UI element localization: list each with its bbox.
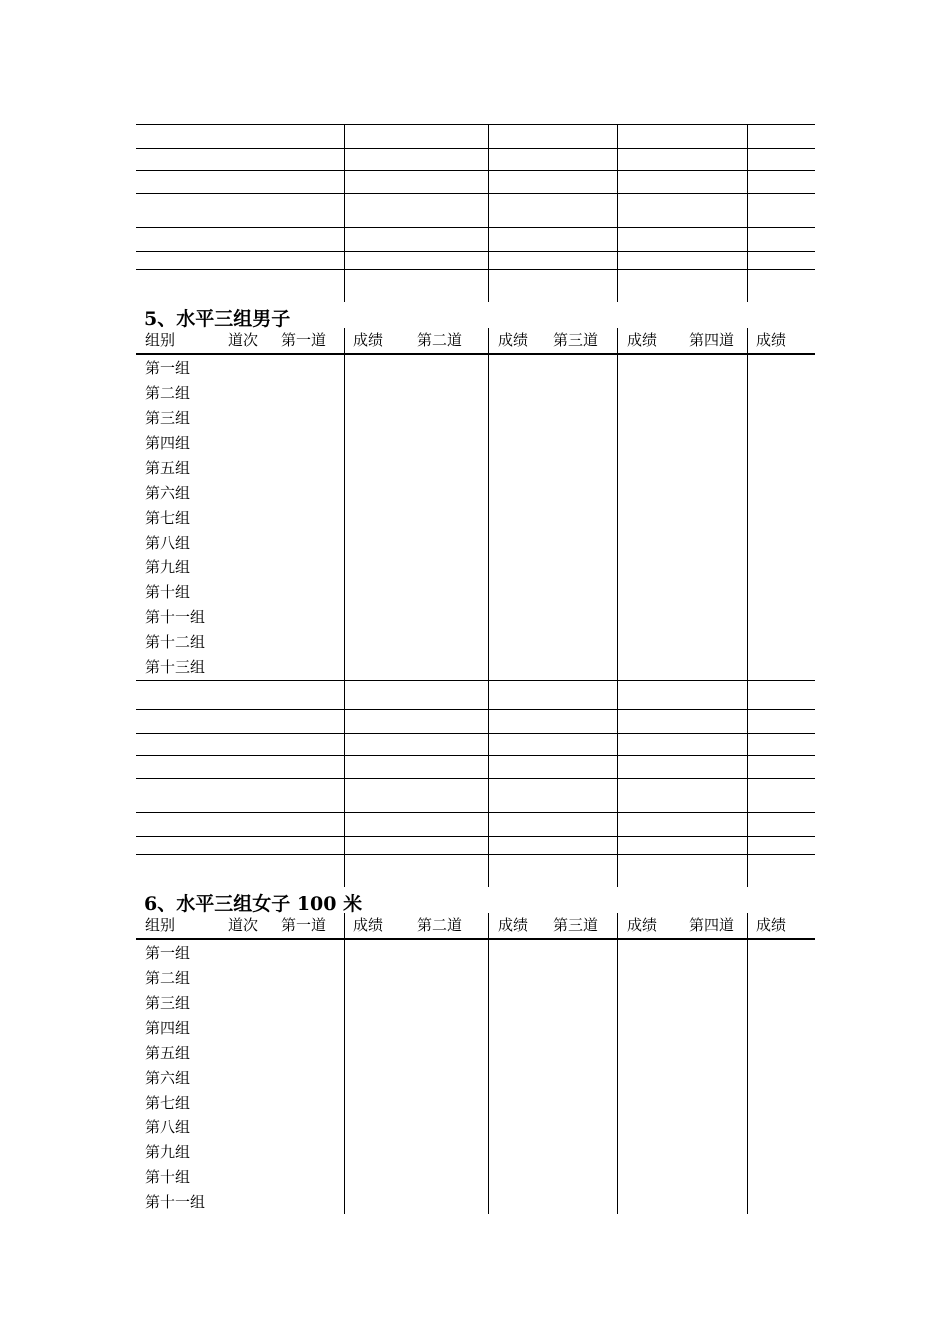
header-cell: 道次 bbox=[228, 331, 259, 349]
section-title: 6、水平三组女子 100 米 bbox=[144, 893, 363, 915]
group-label: 第一组 bbox=[145, 359, 191, 377]
table-rule bbox=[136, 251, 815, 252]
header-cell: 成绩 bbox=[498, 331, 529, 349]
group-label: 第十二组 bbox=[145, 633, 206, 651]
group-label: 第三组 bbox=[145, 994, 191, 1012]
column-rule bbox=[344, 328, 345, 887]
group-label: 第五组 bbox=[145, 459, 191, 477]
header-cell: 第四道 bbox=[689, 331, 735, 349]
table-rule bbox=[136, 778, 815, 779]
table-rule bbox=[136, 269, 815, 270]
column-rule bbox=[488, 328, 489, 887]
header-cell: 第一道 bbox=[281, 916, 327, 934]
header-cell: 第一道 bbox=[281, 331, 327, 349]
group-label: 第十一组 bbox=[145, 1193, 206, 1211]
group-label: 第八组 bbox=[145, 534, 191, 552]
section-title: 5、水平三组男子 bbox=[144, 308, 291, 330]
header-cell: 组别 bbox=[145, 916, 176, 934]
group-label: 第九组 bbox=[145, 1143, 191, 1161]
group-label: 第四组 bbox=[145, 434, 191, 452]
group-label: 第六组 bbox=[145, 484, 191, 502]
column-rule bbox=[488, 124, 489, 302]
column-rule bbox=[617, 124, 618, 302]
header-cell: 道次 bbox=[228, 916, 259, 934]
group-label: 第三组 bbox=[145, 409, 191, 427]
group-label: 第八组 bbox=[145, 1118, 191, 1136]
column-rule bbox=[344, 913, 345, 1214]
column-rule bbox=[344, 124, 345, 302]
group-label: 第十组 bbox=[145, 1168, 191, 1186]
group-label: 第九组 bbox=[145, 558, 191, 576]
group-label: 第七组 bbox=[145, 509, 191, 527]
column-rule bbox=[488, 913, 489, 1214]
header-rule bbox=[136, 353, 815, 355]
header-cell: 第三道 bbox=[553, 916, 599, 934]
header-cell: 成绩 bbox=[756, 916, 787, 934]
column-rule bbox=[747, 913, 748, 1214]
header-cell: 组别 bbox=[145, 331, 176, 349]
table-rule bbox=[136, 193, 815, 194]
header-cell: 第二道 bbox=[417, 331, 463, 349]
header-cell: 第四道 bbox=[689, 916, 735, 934]
column-rule bbox=[617, 913, 618, 1214]
table-rule bbox=[136, 854, 815, 855]
table-rule bbox=[136, 836, 815, 837]
column-rule bbox=[617, 328, 618, 887]
group-label: 第二组 bbox=[145, 969, 191, 987]
table-rule bbox=[136, 709, 815, 710]
group-label: 第四组 bbox=[145, 1019, 191, 1037]
header-cell: 成绩 bbox=[627, 916, 658, 934]
group-label: 第二组 bbox=[145, 384, 191, 402]
header-cell: 第二道 bbox=[417, 916, 463, 934]
table-rule bbox=[136, 733, 815, 734]
group-label: 第五组 bbox=[145, 1044, 191, 1062]
header-cell: 成绩 bbox=[353, 331, 384, 349]
table-rule bbox=[136, 170, 815, 171]
table-rule bbox=[136, 812, 815, 813]
header-cell: 成绩 bbox=[498, 916, 529, 934]
header-cell: 第三道 bbox=[553, 331, 599, 349]
group-label: 第十组 bbox=[145, 583, 191, 601]
group-label: 第一组 bbox=[145, 944, 191, 962]
group-label: 第六组 bbox=[145, 1069, 191, 1087]
header-cell: 成绩 bbox=[353, 916, 384, 934]
header-cell: 成绩 bbox=[627, 331, 658, 349]
column-rule bbox=[747, 328, 748, 887]
table-rule bbox=[136, 755, 815, 756]
group-label: 第十三组 bbox=[145, 658, 206, 676]
group-label: 第七组 bbox=[145, 1094, 191, 1112]
table-rule bbox=[136, 227, 815, 228]
table-rule bbox=[136, 680, 815, 681]
group-label: 第十一组 bbox=[145, 608, 206, 626]
table-rule bbox=[136, 124, 815, 125]
table-rule bbox=[136, 148, 815, 149]
column-rule bbox=[747, 124, 748, 302]
header-rule bbox=[136, 938, 815, 940]
header-cell: 成绩 bbox=[756, 331, 787, 349]
